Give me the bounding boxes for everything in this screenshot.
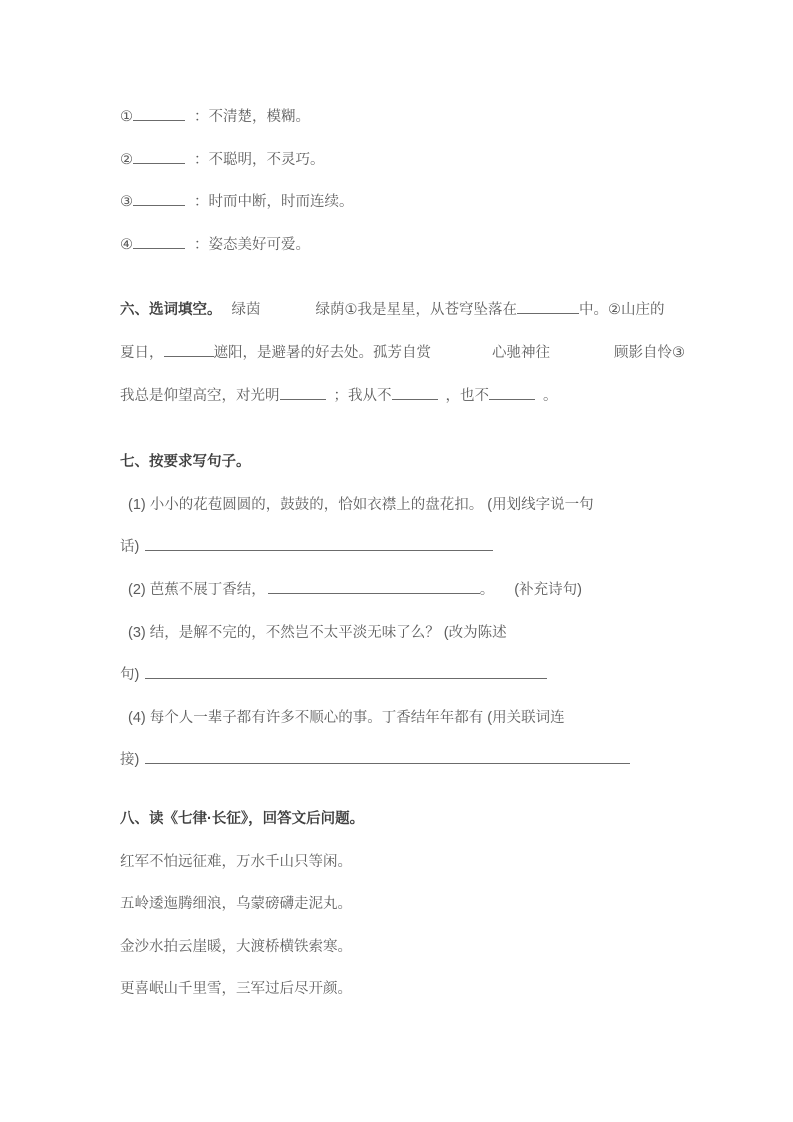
fill-blank [145, 663, 547, 679]
section-six-line-3 [120, 375, 733, 418]
question-3-text: (3) 结，是解不完的，不然岂不太平淡无味了么？ (改为陈述 [128, 624, 507, 641]
question-4-text: (4) 每个人一辈子都有许多不顺心的事。丁香结年年都有 (用关联词连 [128, 709, 565, 726]
spacer [494, 593, 514, 594]
item-number: ① [120, 109, 133, 125]
fill-blank [517, 298, 579, 314]
fill-blank [280, 384, 326, 400]
definition-text: ：时而中断，时而连续。 [194, 194, 354, 211]
poem-line-1: 红军不怕远征难，万水千山只等闲。 [120, 853, 352, 870]
question-2-text [120, 569, 733, 612]
fill-blank [133, 233, 185, 249]
question-4-answer-line [120, 739, 733, 782]
fill-blank [133, 190, 185, 206]
fill-blank [164, 341, 214, 357]
definition-text: ：不聪明，不灵巧。 [194, 151, 325, 168]
fill-blank [145, 535, 493, 551]
sentence-text: ；我从不 [333, 387, 392, 404]
definition-item-4 [120, 224, 733, 267]
sentence-text: 我总是仰望高空，对光明 [120, 387, 280, 404]
answer-prefix: 接) [120, 752, 140, 769]
answer-prefix: 句) [120, 667, 140, 684]
sentence-text: 夏日， [120, 344, 164, 361]
fill-blank [489, 384, 535, 400]
sentence-text: 。 [479, 581, 495, 598]
poem-line-4: 更喜岷山千里雪，三军过后尽开颜。 [120, 981, 352, 998]
definition-text: ：姿态美好可爱。 [194, 236, 310, 253]
fill-blank [145, 748, 630, 764]
fill-blank [133, 105, 185, 121]
word-choice-a: 绿茵 [231, 302, 261, 319]
definition-item-3 [120, 181, 733, 224]
spacer [222, 313, 232, 314]
sentence-text: ，也不 [445, 387, 489, 404]
section-six-line-2 [120, 332, 733, 375]
poem-line-3: 金沙水拍云崖暖，大渡桥横铁索寒。 [120, 938, 352, 955]
word-choice-d: 顾影自怜③ [614, 344, 685, 361]
section-six-line-1 [120, 289, 733, 332]
fill-blank [392, 384, 438, 400]
poem-line-2: 五岭逶迤腾细浪，乌蒙磅礴走泥丸。 [120, 896, 352, 913]
spacer [550, 356, 614, 357]
question-1-text: (1) 小小的花苞圆圆的，鼓鼓的，恰如衣襟上的盘花扣。 (用划线字说一句 [128, 496, 594, 513]
sentence-text: 遮阳，是避暑的好去处。孤芳自赏 [213, 344, 431, 361]
section-eight-heading: 八、读《七律·长征》，回答文后问题。 [120, 810, 365, 827]
item-number: ② [120, 151, 133, 168]
definition-text: ：不清楚，模糊。 [194, 109, 310, 125]
spacer [431, 356, 492, 357]
sentence-text: 中。②山庄的 [579, 302, 665, 319]
question-3-answer-line [120, 654, 733, 697]
definition-item-2 [120, 139, 733, 182]
word-choice-c: 心驰神往 [492, 344, 550, 361]
answer-prefix: 话) [120, 539, 140, 556]
section-six-heading: 六、选词填空。 [120, 302, 222, 319]
fill-blank [133, 148, 185, 164]
definition-item-1 [120, 96, 733, 139]
sentence-text: 绿荫①我是星星，从苍穹坠落在 [315, 302, 517, 319]
section-seven-heading: 七、按要求写句子。 [120, 454, 251, 471]
sentence-text: 。 [543, 387, 558, 404]
question-1-answer-line [120, 526, 733, 569]
item-number: ③ [120, 194, 133, 211]
fill-blank [268, 578, 480, 594]
instruction-text: (补充诗句) [514, 581, 582, 598]
spacer [261, 313, 316, 314]
sentence-text: (2) 芭蕉不展丁香结， [128, 581, 266, 598]
item-number: ④ [120, 236, 133, 253]
